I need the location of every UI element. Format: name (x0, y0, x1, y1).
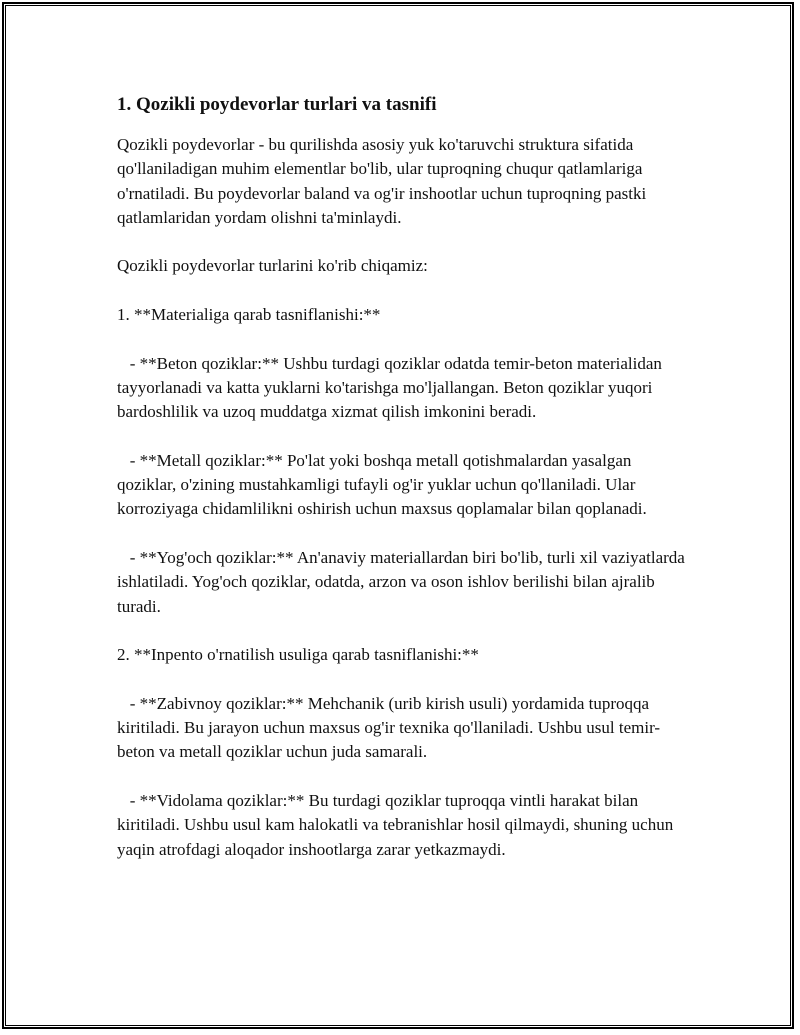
list-item-screw-piles: - **Vidolama qoziklar:** Bu turdagi qoziklar tuproqqa vintli harakat bilan kiritiladi. Ushbu usul kam halokatli va tebranishlar hosil qilmaydi, shuning uchun yaqin atrofdagi aloqador inshootlarga zarar yetkazmaydi. (117, 791, 678, 859)
types-intro-paragraph: Qozikli poydevorlar turlarini ko'rib chiqamiz: (117, 256, 428, 276)
section-installation-heading: 2. **Inpento o'rnatilish usuliga qarab tasniflanishi:** (117, 645, 479, 665)
list-item-driven-piles: - **Zabivnoy qoziklar:** Mehchanik (urib kirish usuli) yordamida tuproqqa kiritiladi. Bu jarayon uchun maxsus og'ir texnika qo'llaniladi. Ushbu usul temir-beton va metall qoziklar uchun juda samarali. (117, 693, 661, 762)
list-item-concrete-piles: - **Beton qoziklar:** Ushbu turdagi qoziklar odatda temir-beton materialidan tayyorlanadi va katta yuklarni ko'tarishga mo'ljallangan. Beton qoziklar yuqori bardoshlilik va uzoq muddatga xizmat qilish imkonini beradi. (117, 353, 667, 422)
document-title: 1. Qozikli poydevorlar turlari va tasnifi (117, 94, 437, 115)
section-material-heading: 1. **Materialiga qarab tasniflanishi:** (117, 305, 381, 325)
document-body (117, 93, 692, 862)
list-item-wooden-piles: - **Yog'och qoziklar:** An'anaviy materiallardan biri bo'lib, turli xil vaziyatlarda ishlatiladi. Yog'och qoziklar, odatda, arzon va oson ishlov berilishi bilan ajralib turadi. (117, 548, 690, 616)
intro-paragraph: Qozikli poydevorlar - bu qurilishda asosiy yuk ko'taruvchi struktura sifatida qo'llaniladigan muhim elementlar bo'lib, ular tuproqning chuqur qatlamlariga o'rnatiladi. Bu poydevorlar baland va og'ir inshootlar uchun tuproqning pastki qatlamlaridan yordam olishni ta'minlaydi. (117, 135, 651, 227)
list-item-metal-piles: - **Metall qoziklar:** Po'lat yoki boshqa metall qotishmalardan yasalgan qoziklar, o'zining mustahkamligi tufayli og'ir yuklar uchun qo'llaniladi. Ular korroziyaga chidamlilikni oshirish uchun maxsus qoplamalar bilan qoplanadi. (117, 450, 647, 519)
